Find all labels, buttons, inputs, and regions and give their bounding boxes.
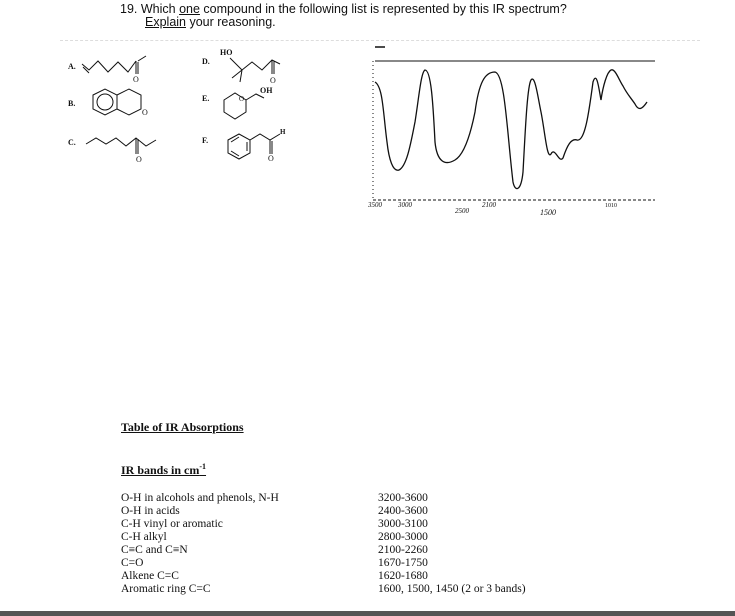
atom-label-o: O <box>268 154 274 163</box>
table-row-bond: O-H in alcohols and phenols, N-H <box>121 492 279 504</box>
table-row-range: 1600, 1500, 1450 (2 or 3 bands) <box>378 583 526 595</box>
table-row-bond: C-H alkyl <box>121 531 167 543</box>
explain-rest-text: your reasoning. <box>186 15 276 29</box>
tick-label-2500: 2500 <box>455 207 469 215</box>
option-label-b: B. <box>68 99 76 108</box>
molecule-d <box>222 54 287 86</box>
table-row-bond: Alkene C=C <box>121 570 179 582</box>
table-row-bond: C=O <box>121 557 144 569</box>
table-row-range: 1670-1750 <box>378 557 428 569</box>
table-row-bond: C≡C and C≡N <box>121 544 188 556</box>
table-row-range: 2800-3000 <box>378 531 428 543</box>
table-row-range: 2100-2260 <box>378 544 428 556</box>
table-header-text: IR bands in cm <box>121 463 200 477</box>
question-rest-text: compound in the following list is represented by this IR spectrum? <box>199 2 567 16</box>
option-label-c: C. <box>68 138 76 147</box>
ir-spectrum <box>355 42 675 227</box>
table-row-range: 3000-3100 <box>378 518 428 530</box>
table-header-superscript: -1 <box>199 462 207 471</box>
tick-label-1500: 1500 <box>540 208 556 217</box>
tick-label-3000: 3000 <box>398 201 412 209</box>
atom-label-oh: OH <box>260 86 273 95</box>
table-row-range: 2400-3600 <box>378 505 428 517</box>
question-line <box>120 2 567 16</box>
table-row-range: 1620-1680 <box>378 570 428 582</box>
spectrum-trace <box>375 70 647 189</box>
separator <box>60 40 700 41</box>
option-label-a: A. <box>68 62 76 71</box>
molecule-c <box>84 130 164 165</box>
atom-label-h: H <box>280 128 286 136</box>
table-row-bond: Aromatic ring C=C <box>121 583 211 595</box>
option-label-e: E. <box>202 94 210 103</box>
tick-label-2100: 2100 <box>482 201 496 209</box>
bottom-bar <box>0 611 735 616</box>
atom-label-o: O <box>136 155 142 164</box>
molecule-a <box>80 50 160 85</box>
tick-label-1010: 1010 <box>605 203 617 209</box>
atom-label-o: O <box>270 76 276 85</box>
atom-label-o: O <box>239 95 245 103</box>
table-bond-column <box>121 492 279 596</box>
table-row-range: 3200-3600 <box>378 492 428 504</box>
table-row-bond: O-H in acids <box>121 505 180 517</box>
table-row-bond: C-H vinyl or aromatic <box>121 518 223 530</box>
atom-label-o: O <box>133 75 139 84</box>
question-line-2 <box>145 15 276 29</box>
table-header <box>121 462 206 478</box>
atom-label-ho: HO <box>220 48 233 57</box>
option-label-f: F. <box>202 136 209 145</box>
explain-word: Explain <box>145 15 186 29</box>
molecule-b <box>85 86 160 121</box>
tick-label-3500: 3500 <box>368 201 382 209</box>
table-range-column <box>378 492 526 596</box>
option-label-d: D. <box>202 57 210 66</box>
molecule-e <box>218 88 283 122</box>
atom-label-o: O <box>142 108 148 117</box>
table-title: Table of IR Absorptions <box>121 420 244 434</box>
question-number-text: 19. Which <box>120 2 180 16</box>
question-underlined-word: one <box>179 2 200 16</box>
